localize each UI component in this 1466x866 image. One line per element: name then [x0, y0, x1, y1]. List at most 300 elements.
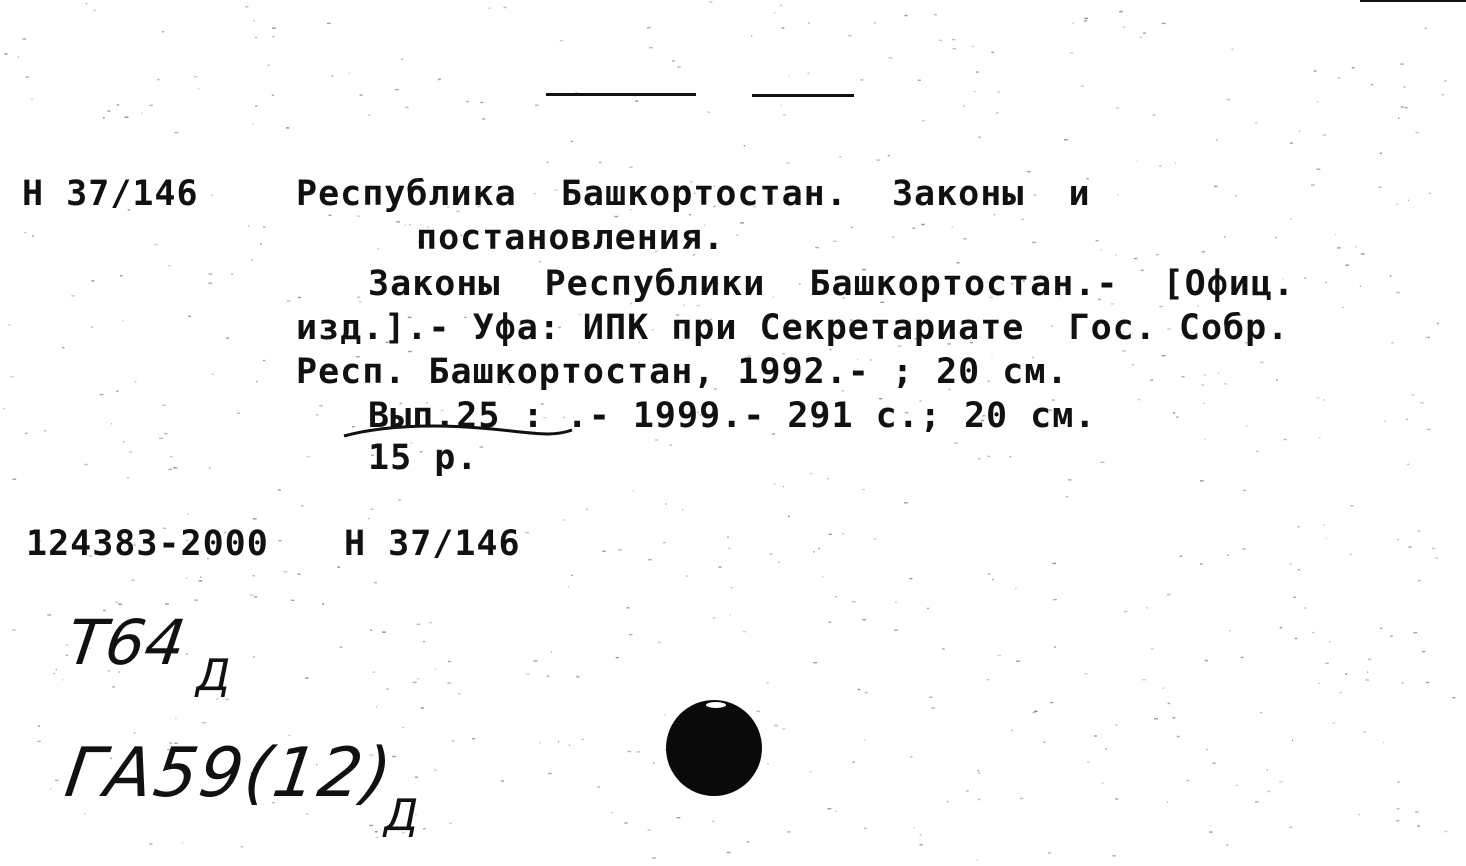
scan-speckle [1417, 825, 1420, 826]
scan-speckle [305, 677, 309, 678]
scan-speckle [865, 692, 868, 693]
scan-speckle [1053, 599, 1057, 600]
inventory-number: 124383-2000 [26, 524, 269, 564]
scan-speckle [627, 607, 630, 608]
scan-speckle [480, 102, 483, 103]
scan-speckle [1290, 142, 1293, 143]
scan-speckle [684, 304, 685, 305]
scan-speckle [1326, 538, 1327, 539]
scan-speckle [423, 641, 425, 642]
scan-speckle [253, 656, 255, 657]
scan-speckle [682, 509, 683, 510]
scan-speckle [874, 22, 876, 23]
scan-speckle [1235, 195, 1237, 196]
scan-speckle [810, 473, 812, 474]
scan-speckle [1147, 607, 1148, 608]
scan-speckle [547, 676, 550, 677]
scan-speckle [568, 586, 569, 587]
scan-speckle [1400, 63, 1404, 64]
scan-speckle [174, 132, 178, 133]
scan-speckle [186, 577, 187, 578]
scan-speckle [783, 114, 786, 115]
scan-speckle [174, 467, 176, 468]
scan-speckle [979, 137, 981, 138]
scan-speckle [199, 580, 203, 581]
scan-speckle [788, 75, 789, 76]
scan-speckle [1081, 86, 1084, 87]
scan-speckle [1406, 419, 1408, 420]
scan-speckle [1015, 588, 1017, 589]
scan-speckle [32, 235, 34, 236]
scan-speckle [349, 73, 350, 74]
scan-speckle [1070, 52, 1074, 53]
scan-speckle [1260, 712, 1262, 713]
handwritten-code-2: ГА59(12) [60, 734, 399, 813]
scan-speckle [182, 842, 183, 843]
scan-speckle [952, 39, 956, 40]
scan-speckle [781, 105, 782, 106]
scan-speckle [728, 548, 731, 549]
scan-speckle [1182, 376, 1185, 377]
scan-speckle [13, 479, 17, 480]
scan-speckle [1352, 67, 1355, 68]
scan-speckle [1337, 247, 1341, 248]
scan-speckle [571, 575, 573, 576]
scan-speckle [1401, 682, 1403, 683]
scan-speckle [1355, 246, 1357, 247]
scan-speckle [1167, 802, 1168, 803]
scan-speckle [658, 642, 661, 643]
scan-speckle [788, 516, 790, 517]
scan-speckle [653, 762, 654, 763]
scan-speckle [237, 413, 240, 414]
scan-speckle [387, 688, 389, 689]
scan-speckle [1246, 425, 1248, 426]
scan-speckle [231, 273, 233, 274]
scan-speckle [1241, 657, 1244, 658]
scan-speckle [611, 812, 613, 813]
scan-speckle [86, 3, 88, 4]
scan-speckle [686, 575, 688, 576]
heading-line-1: Республика Башкортостан. Законы и [296, 174, 1091, 214]
scan-speckle [1236, 785, 1238, 786]
scan-speckle [331, 75, 333, 76]
scan-speckle [1200, 480, 1204, 481]
scan-speckle [1153, 114, 1156, 115]
scan-speckle [853, 762, 855, 763]
scan-speckle [953, 48, 956, 49]
scan-speckle [38, 725, 40, 726]
scan-speckle [1260, 362, 1264, 363]
scan-speckle [368, 518, 369, 519]
scan-speckle [150, 105, 153, 106]
scan-speckle [417, 678, 420, 679]
scan-speckle [1343, 307, 1344, 308]
scan-speckle [1224, 383, 1227, 384]
scan-speckle [864, 740, 866, 741]
scan-speckle [976, 71, 979, 72]
scan-speckle [1162, 355, 1166, 356]
scan-speckle [1427, 429, 1431, 430]
scan-speckle [1132, 364, 1133, 365]
scan-speckle [1415, 132, 1419, 133]
scan-speckle [1298, 569, 1300, 570]
scan-speckle [1276, 379, 1278, 380]
scan-speckle [942, 648, 945, 649]
scan-speckle [1325, 663, 1329, 664]
scan-speckle [250, 594, 254, 595]
scan-speckle [893, 236, 894, 237]
scan-speckle [115, 602, 118, 603]
scan-speckle [159, 438, 163, 439]
scan-speckle [571, 141, 573, 142]
scan-speckle [480, 446, 484, 447]
scan-speckle [10, 376, 14, 377]
scan-speckle [1201, 384, 1204, 385]
scan-speckle [1317, 397, 1320, 398]
scan-speckle [977, 860, 978, 861]
scan-speckle [403, 727, 404, 728]
scan-speckle [504, 7, 507, 8]
scan-speckle [648, 559, 652, 560]
scan-speckle [740, 222, 744, 223]
scan-speckle [1435, 557, 1438, 558]
scan-speckle [1134, 258, 1137, 259]
scan-speckle [1363, 732, 1366, 733]
scan-speckle [1255, 801, 1259, 802]
scan-speckle [212, 373, 214, 374]
scan-speckle [449, 823, 452, 824]
scan-speckle [130, 452, 132, 453]
scan-speckle [1319, 437, 1321, 438]
heading-line-2: постановления. [416, 218, 726, 258]
scan-speckle [1022, 219, 1024, 220]
scan-speckle [1350, 554, 1351, 555]
scan-speckle [1124, 611, 1127, 612]
scan-speckle [978, 772, 980, 773]
scan-speckle [482, 118, 485, 119]
scan-speckle [836, 596, 837, 597]
scan-speckle [998, 91, 999, 92]
scan-speckle [830, 349, 832, 350]
scan-speckle [526, 673, 530, 674]
scan-speckle [774, 483, 776, 484]
scan-speckle [1444, 831, 1448, 832]
scan-speckle [141, 113, 142, 114]
scan-speckle [833, 241, 837, 242]
scan-speckle [44, 430, 46, 431]
scan-speckle [951, 226, 953, 227]
scan-speckle [1224, 236, 1225, 237]
punch-hole [662, 698, 768, 804]
scan-speckle [815, 247, 819, 248]
scan-speckle [713, 617, 716, 618]
scan-speckle [862, 619, 866, 620]
scan-speckle [558, 741, 559, 742]
handwritten-code-1-sub: Д [196, 650, 231, 701]
call-number: Н 37/146 [22, 174, 199, 214]
scan-speckle [927, 608, 929, 609]
scan-speckle [209, 273, 213, 274]
scan-speckle [778, 561, 779, 562]
scan-speckle [18, 56, 19, 57]
scan-speckle [1242, 548, 1245, 549]
scan-speckle [1445, 80, 1446, 81]
scan-speckle [652, 857, 656, 858]
scan-speckle [429, 622, 433, 623]
scan-speckle [629, 634, 633, 635]
scan-speckle [766, 682, 769, 683]
scan-speckle [977, 770, 979, 771]
scan-speckle [992, 579, 994, 580]
scan-speckle [978, 458, 981, 459]
scan-speckle [1172, 717, 1175, 718]
scan-speckle [31, 98, 33, 99]
scan-speckle [1339, 692, 1342, 693]
scan-speckle [1054, 646, 1056, 647]
scan-speckle [991, 52, 994, 53]
scan-speckle [1425, 337, 1428, 338]
scan-speckle [1396, 292, 1400, 293]
scan-speckle [966, 790, 969, 791]
scan-speckle [357, 216, 361, 217]
scan-speckle [116, 391, 119, 392]
scan-speckle [248, 225, 249, 226]
scan-speckle [340, 646, 343, 647]
scan-speckle [1323, 134, 1327, 135]
scan-speckle [1136, 161, 1137, 162]
scan-speckle [534, 660, 538, 661]
scan-speckle [1311, 184, 1315, 185]
scan-speckle [730, 614, 731, 615]
scan-speckle [1087, 761, 1090, 762]
scan-speckle [254, 20, 255, 21]
scan-speckle [1397, 808, 1400, 809]
scan-speckle [1176, 416, 1178, 417]
scan-speckle [316, 414, 318, 415]
scan-speckle [1156, 254, 1159, 255]
scan-speckle [1368, 659, 1371, 660]
scan-speckle [1290, 218, 1292, 219]
scan-speckle [1117, 194, 1119, 195]
scan-speckle [1323, 524, 1324, 525]
scan-speckle [874, 538, 877, 539]
scan-speckle [602, 551, 605, 552]
scan-speckle [1397, 539, 1398, 540]
scan-speckle [747, 841, 750, 842]
scan-speckle [268, 65, 270, 66]
scan-speckle [1391, 636, 1393, 637]
scan-speckle [415, 777, 418, 778]
scan-speckle [1072, 23, 1074, 24]
scan-speckle [576, 676, 579, 677]
scan-speckle [895, 602, 896, 603]
scan-speckle [1367, 671, 1368, 672]
scan-speckle [782, 728, 785, 729]
scan-speckle [23, 38, 27, 39]
handwritten-code-2-sub: Д [384, 790, 419, 841]
scan-speckle [931, 707, 935, 708]
scan-speckle [158, 79, 160, 80]
scan-speckle [1404, 86, 1406, 87]
scan-speckle [663, 542, 666, 543]
scan-speckle [251, 259, 252, 260]
scan-speckle [284, 571, 288, 572]
issue-line: Вып.25 : .- 1999.- 291 с.; 20 см. [368, 396, 1097, 436]
scan-speckle [1142, 679, 1146, 680]
scan-speckle [209, 283, 213, 284]
scan-speckle [860, 79, 863, 80]
scan-speckle [405, 107, 409, 108]
scan-speckle [245, 6, 248, 7]
scan-speckle [736, 235, 739, 236]
scan-speckle [1168, 703, 1170, 704]
scan-speckle [921, 224, 925, 225]
scan-speckle [1115, 254, 1117, 255]
scan-speckle [256, 381, 258, 382]
scan-speckle [1407, 464, 1409, 465]
scan-speckle [713, 821, 715, 822]
scan-speckle [904, 502, 908, 503]
scan-speckle [1204, 439, 1205, 440]
scan-speckle [1084, 20, 1087, 21]
scan-speckle [1384, 421, 1386, 422]
scan-speckle [405, 225, 406, 226]
scan-speckle [1380, 153, 1382, 154]
scan-speckle [1280, 627, 1283, 628]
scan-speckle [56, 669, 57, 670]
scan-speckle [1351, 505, 1354, 506]
scan-speckle [782, 27, 785, 28]
scan-speckle [291, 600, 295, 601]
scan-speckle [525, 532, 529, 533]
scan-speckle [828, 622, 831, 623]
scan-speckle [175, 718, 176, 719]
scan-speckle [286, 127, 289, 128]
scan-speckle [255, 105, 257, 106]
scan-speckle [708, 112, 710, 113]
scan-speckle [535, 105, 539, 106]
scan-speckle [829, 534, 832, 535]
scan-speckle [47, 614, 51, 615]
scan-speckle [1150, 380, 1153, 381]
scan-speckle [434, 769, 436, 770]
top-rule-left [546, 93, 696, 96]
scan-speckle [1380, 628, 1382, 629]
scan-speckle [337, 567, 340, 568]
scan-speckle [1293, 597, 1296, 598]
scan-speckle [1318, 683, 1320, 684]
scan-speckle [198, 88, 200, 89]
scan-speckle [852, 601, 856, 602]
scan-speckle [1299, 131, 1300, 132]
scan-speckle [1101, 462, 1105, 463]
scan-speckle [1198, 306, 1199, 307]
scan-speckle [616, 657, 619, 658]
scan-speckle [1333, 722, 1336, 723]
scan-speckle [1138, 399, 1141, 400]
scan-speckle [1210, 825, 1211, 826]
scan-speckle [409, 224, 410, 225]
scan-speckle [774, 725, 778, 726]
scan-speckle [135, 381, 137, 382]
scan-speckle [1123, 26, 1124, 27]
scan-speckle [894, 630, 898, 631]
scan-speckle [548, 773, 551, 774]
scan-speckle [972, 46, 974, 47]
scan-speckle [186, 654, 188, 655]
scan-speckle [168, 265, 171, 266]
scan-speckle [1213, 763, 1216, 764]
scan-speckle [786, 162, 790, 163]
scan-speckle [1360, 286, 1361, 287]
scan-speckle [655, 439, 658, 440]
scan-speckle [188, 316, 191, 317]
scan-speckle [947, 801, 949, 802]
scan-speckle [1139, 37, 1142, 38]
scan-speckle [369, 825, 373, 826]
scan-speckle [783, 486, 784, 487]
scan-speckle [697, 305, 700, 306]
scan-speckle [1295, 638, 1298, 639]
scan-speckle [307, 456, 311, 457]
scan-speckle [466, 101, 469, 102]
scan-speckle [1084, 18, 1088, 19]
scan-speckle [1227, 844, 1229, 845]
scan-speckle [62, 679, 63, 680]
scan-speckle [1216, 139, 1218, 140]
scan-speckle [813, 551, 815, 552]
scan-speckle [709, 1, 712, 2]
scan-speckle [118, 604, 122, 605]
scan-speckle [1437, 323, 1439, 324]
scan-speckle [597, 786, 600, 787]
scan-speckle [1173, 412, 1176, 413]
scan-speckle [472, 738, 475, 739]
scan-speckle [9, 324, 11, 325]
scan-speckle [1180, 556, 1182, 557]
scan-speckle [1284, 439, 1287, 440]
scan-speckle [670, 445, 672, 446]
scan-speckle [810, 771, 812, 772]
scan-speckle [1218, 373, 1220, 374]
scan-speckle [988, 573, 991, 574]
scan-speckle [1338, 77, 1340, 78]
scan-speckle [1186, 780, 1189, 781]
scan-speckle [421, 707, 424, 708]
scan-speckle [107, 110, 110, 111]
scan-speckle [1122, 350, 1125, 351]
scan-speckle [459, 693, 461, 694]
scan-speckle [12, 629, 16, 630]
scan-speckle [862, 489, 865, 490]
scan-speckle [1027, 171, 1031, 172]
scan-speckle [618, 549, 622, 550]
scan-speckle [117, 104, 119, 105]
scan-speckle [963, 105, 965, 106]
scan-speckle [1043, 742, 1046, 743]
scan-speckle [1204, 403, 1205, 404]
scan-speckle [910, 756, 912, 757]
scan-speckle [627, 751, 631, 752]
scan-speckle [665, 503, 667, 504]
scan-speckle [272, 28, 276, 29]
scan-speckle [1100, 249, 1102, 250]
scan-speckle [84, 464, 88, 465]
scan-speckle [123, 441, 125, 442]
scan-speckle [163, 405, 166, 406]
handwritten-code-1: Т64 [62, 606, 190, 679]
